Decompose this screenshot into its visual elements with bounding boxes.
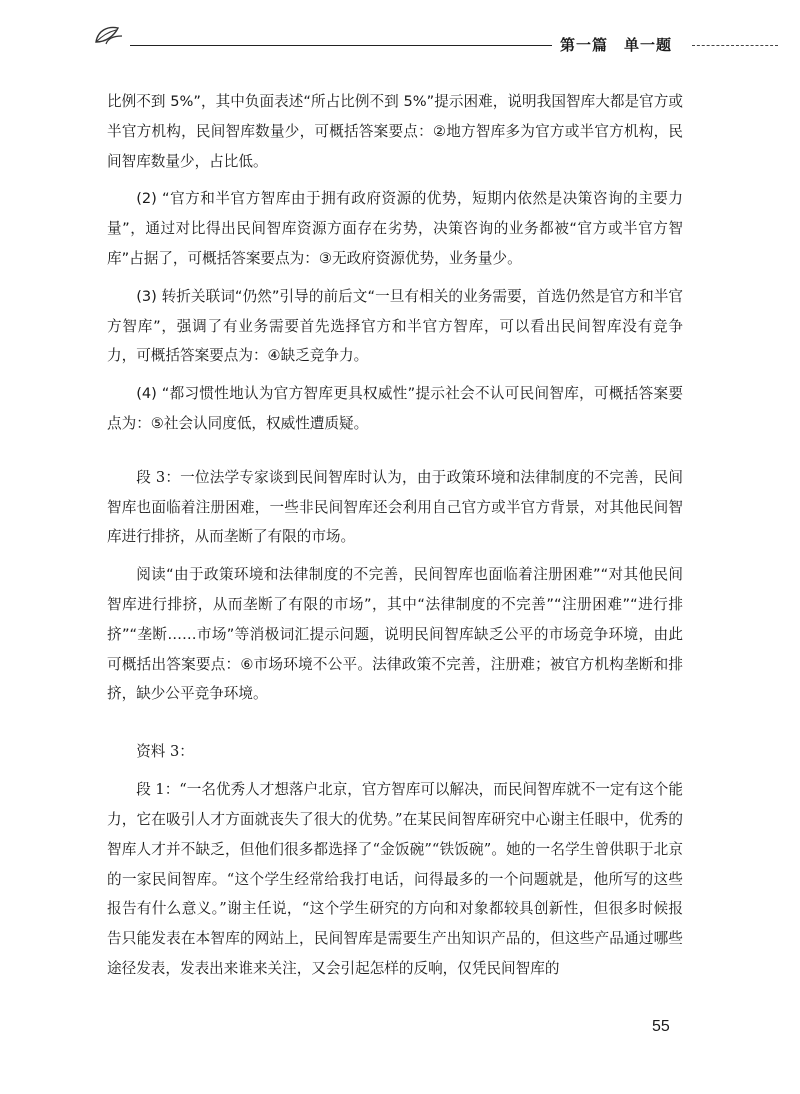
- page-header: [0, 0, 800, 60]
- header-title: [560, 34, 688, 55]
- paragraph: (3) 转折关联词“仍然”引导的前后文“一旦有相关的业务需要，首选仍然是官方和半官方智库”，强调了有业务需要首先选择官方和半官方智库，可以看出民间智库没有竞争力，可概括答案要点为：④缺乏竞争力。: [107, 287, 683, 365]
- page-body: [107, 87, 683, 992]
- paragraph: (2) “官方和半官方智库由于拥有政府资源的优势，短期内依然是决策咨询的主要力量”，通过对比得出民间智库资源方面存在劣势，决策咨询的业务都被“官方或半官方智库”占据了，可概括答案要点为：③无政府资源优势，业务量少。: [107, 190, 683, 267]
- header-topic: 单一题: [624, 36, 673, 54]
- header-rule-right: [692, 45, 778, 46]
- source-paragraph: 段 1：“一名优秀人才想落户北京，官方智库可以解决，而民间智库就不一定有这个能力，它在吸引人才方面就丧失了很大的优势。”在某民间智库研究中心谢主任眼中，优秀的智库人才并不缺乏，但他们很多都选择了“金饭碗”“铁饭碗”。她的一名学生曾供职于北京的一家民间智库。“这个学生经常给我打电话，问得最多的一个问题就是，他所写的这些报告有什么意义。”谢主任说，“这个学生研究的方向和对象都较具创新性，但很多时候报告只能发表在本智库的网站上，民间智库是需要生产出知识产品的，但这些产品通过哪些途径发表，发表出来谁来关注，又会引起怎样的反响，仅凭民间智库的: [107, 781, 683, 977]
- paragraph: 阅读“由于政策环境和法律制度的不完善，民间智库也面临着注册困难”“对其他民间智库进行排挤，从而垄断了有限的市场”，其中“法律制度的不完善”“注册困难”“进行排挤”“垄断……市场”等消极词汇提示问题，说明民间智库缺乏公平的市场竞争环境，由此可概括出答案要点：⑥市场环境不公平。法律政策不完善，注册难；被官方机构垄断和排挤，缺少公平竞争环境。: [107, 566, 683, 703]
- paragraph: (4) “都习惯性地认为官方智库更具权威性”提示社会不认可民间智库，可概括答案要点为：⑤社会认同度低，权威性遭质疑。: [107, 385, 683, 432]
- page-number: 55: [652, 1018, 670, 1035]
- header-rule-left: [130, 45, 552, 46]
- paragraph: 比例不到 5%”，其中负面表述“所占比例不到 5%”提示困难，说明我国智库大都是官方或半官方机构，民间智库数量少，可概括答案要点：②地方智库多为官方或半官方机构，民间智库数量少，占比低。: [107, 93, 683, 170]
- leaf-icon: [92, 22, 126, 48]
- source-paragraph: 段 3：一位法学专家谈到民间智库时认为，由于政策环境和法律制度的不完善，民间智库也面临着注册困难，一些非民间智库还会利用自己官方或半官方背景，对其他民间智库进行排挤，从而垄断了有限的市场。: [107, 468, 683, 546]
- header-section: 第一篇: [560, 36, 609, 54]
- material-label: 资料 3：: [136, 743, 194, 761]
